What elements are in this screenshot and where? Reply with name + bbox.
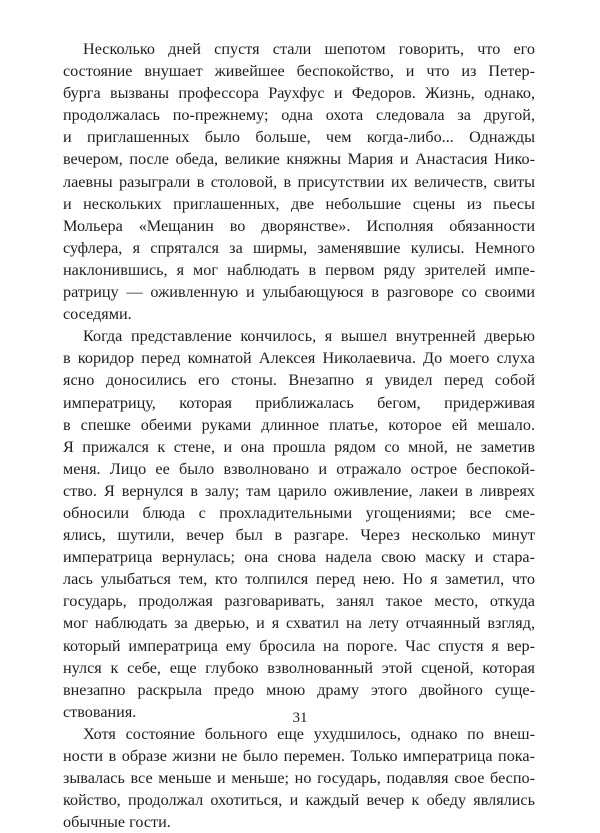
text-line: койство, продолжал охотиться, и каждый вечер к обеду являлись <box>63 791 535 810</box>
paragraph <box>63 723 535 833</box>
text-line: государь, продолжая разговаривать, занял такое место, откуда <box>63 592 535 611</box>
text-line: Несколько дней спустя стали шепотом говорить, что его <box>83 40 535 58</box>
text-line: Мольера «Мещанин во дворянстве». Исполняя обязанности <box>63 216 535 235</box>
paragraph <box>63 38 535 325</box>
text-line: ратрицу — оживленную и улыбающуюся в разговоре со своими <box>63 283 535 302</box>
text-line: императрица вернулась; она снова надела свою маску и стара- <box>63 548 535 567</box>
text-line: ности в образе жизни не было перемен. Только императрица пока- <box>63 747 535 765</box>
text-line: меня. Лицо ее было взволновано и отражало острое беспокой- <box>63 459 535 478</box>
text-line: суфлера, я спрятался за ширмы, заменявшие кулисы. Немного <box>63 238 535 257</box>
text-line: мог наблюдать за дверью, и я схватил на лету отчаянный взгляд, <box>63 614 535 633</box>
text-line: и приглашенных было больше, чем когда-либо... Однажды <box>63 128 535 147</box>
text-line: ство. Я вернулся в залу; там царило оживление, лакеи в ливреях <box>63 481 535 500</box>
text-line: соседями. <box>63 305 132 324</box>
text-line: в коридор перед комнатой Алексея Николаевича. До моего слуха <box>63 349 535 368</box>
text-line: ясно доносились его стоны. Внезапно я увидел перед собой <box>63 371 535 390</box>
text-line: и нескольких приглашенных, две небольшие сцены из пьесы <box>63 194 535 213</box>
text-line: Когда представление кончилось, я вышел внутренней дверью <box>83 327 535 346</box>
text-line: внезапно раскрыла предо мною драму этого двойного суще- <box>63 680 535 699</box>
text-line: нулся к себе, еще глубоко взволнованный этой сценой, которая <box>63 658 535 677</box>
text-line: обычные гости. <box>63 813 171 832</box>
text-line: наклонившись, я мог наблюдать в первом ряду зрителей импе- <box>63 260 535 279</box>
text-line: бурга вызваны профессора Раухфус и Федоров. Жизнь, однако, <box>63 84 535 103</box>
text-line: который императрица ему бросила на пороге. Час спустя я вер- <box>63 636 535 655</box>
text-line: императрицу, которая приближалась бегом, придерживая <box>63 393 535 412</box>
paragraph <box>63 325 535 723</box>
text-line: обносили блюда с прохладительными угощениями; все сме- <box>63 503 535 522</box>
page-number: 31 <box>292 710 308 726</box>
text-line: в спешке обеими руками длинное платье, которое ей мешало. <box>63 415 535 434</box>
text-line: состояние внушает живейшее беспокойство, и что из Петер- <box>63 62 535 81</box>
text-line: вечером, после обеда, великие княжны Мария и Анастасия Нико- <box>63 150 535 169</box>
text-line: ялись, шутили, вечер был в разгаре. Через несколько минут <box>63 526 535 545</box>
text-line: Я прижался к стене, и она прошла рядом со мной, не заметив <box>63 437 535 456</box>
text-line: лаевны разыграли в столовой, в присутствии их величеств, свиты <box>63 172 535 191</box>
text-line: ствования. <box>63 702 137 721</box>
text-line: лась улыбаться тем, кто толпился перед нею. Но я заметил, что <box>63 570 535 589</box>
text-line: зывалась все меньше и меньше; но государь, подавляя свое беспо- <box>63 769 535 788</box>
text-line: Хотя состояние больного еще ухудшилось, однако по внеш- <box>83 724 535 743</box>
text-line: продолжалась по-прежнему; одна охота следовала за другой, <box>63 106 535 125</box>
